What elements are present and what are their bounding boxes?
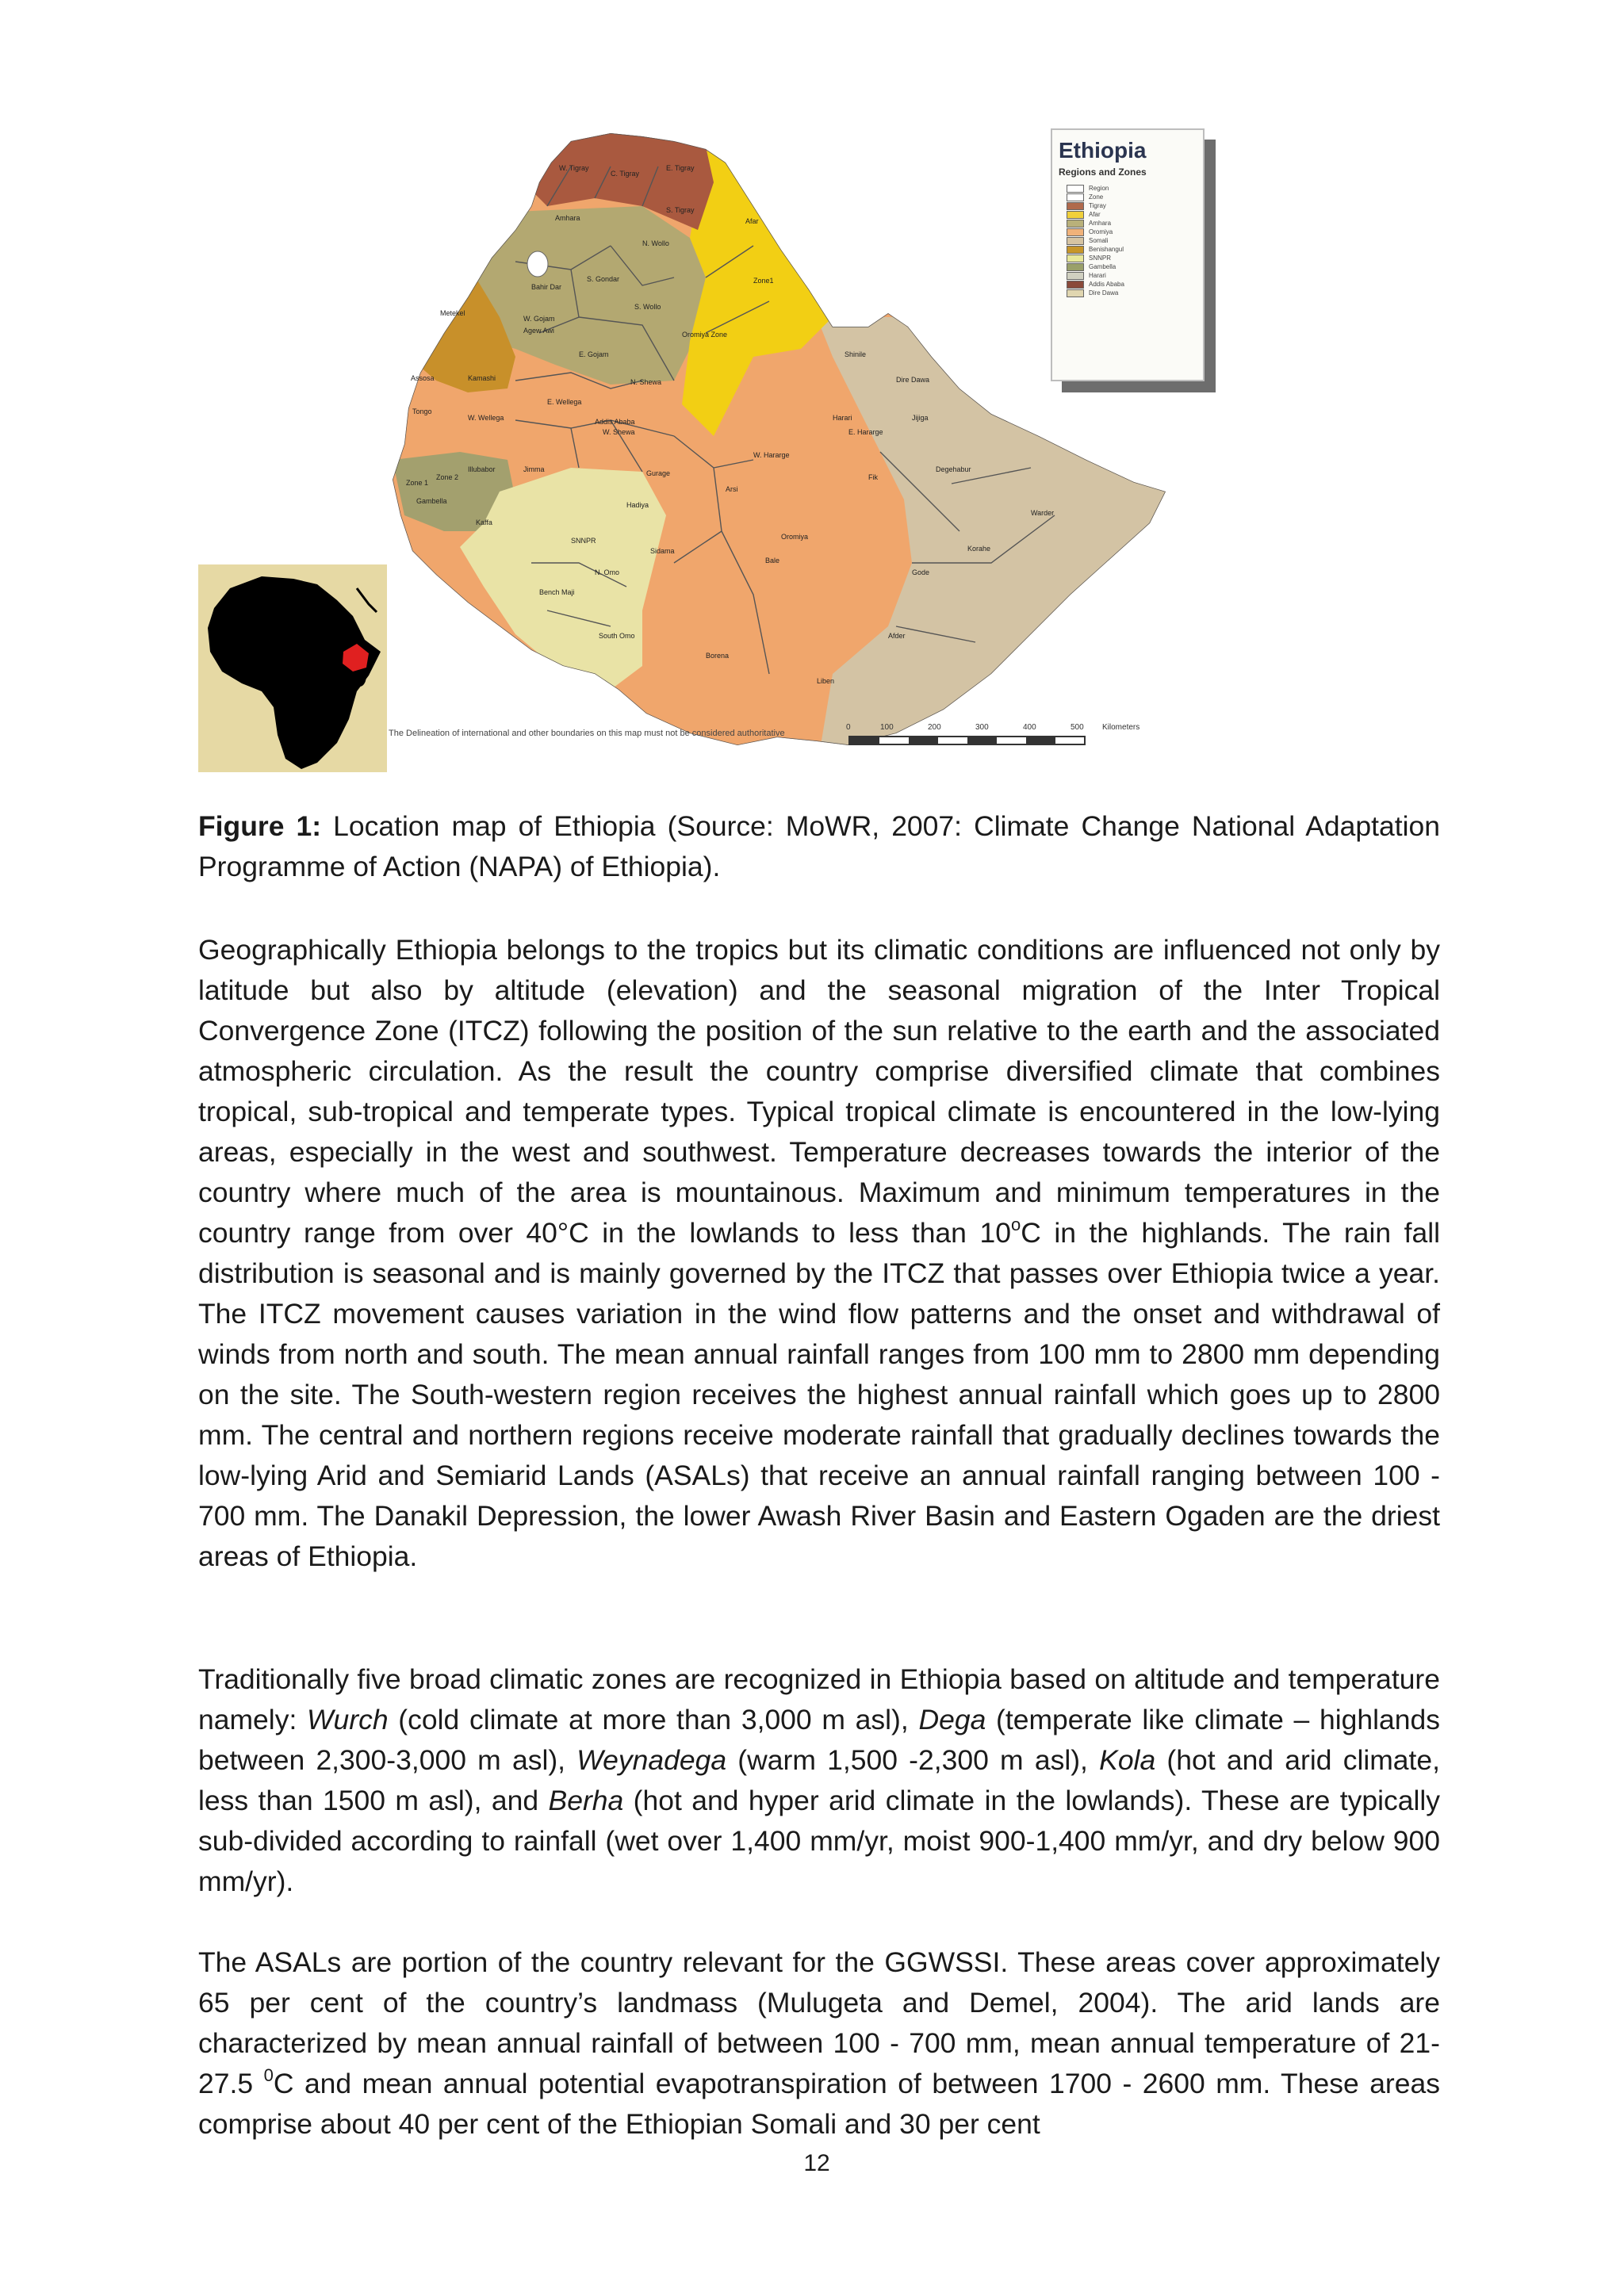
legend-item [1067, 289, 1203, 297]
paragraph-climate [198, 930, 1440, 1577]
legend-label: Region [1089, 185, 1109, 192]
text-run: (hot and hyper arid climate in the lowlands). These are typically sub-divided according to rainfall (wet over 1,400 mm/yr, moist 900-1,400 mm/yr, and dry below 900 mm/yr). [198, 1785, 1441, 1897]
legend-item [1067, 280, 1203, 289]
zone-label: S. Gondar [587, 275, 620, 283]
zone-label: Korahe [967, 545, 991, 553]
text-run: (temperate like climate – highlands between 2,300-3,000 m asl), [198, 1704, 1440, 1776]
scale-tick: 300 [975, 723, 989, 732]
legend-item [1067, 228, 1203, 236]
zone-label: Jimma [523, 465, 545, 473]
zone-label: W. Tigray [559, 164, 589, 172]
legend-swatch [1067, 246, 1084, 254]
zone-label: E. Tigray [666, 164, 695, 172]
zone-label: Addis Ababa [595, 418, 635, 426]
scale-tick: 400 [1023, 723, 1036, 732]
zone-label: Tongo [412, 408, 432, 415]
zone-label: Zone 1 [406, 479, 429, 487]
scale-ticks [841, 723, 1197, 734]
africa-inset-map [198, 564, 387, 772]
zone-label: Afar [745, 217, 759, 225]
zone-label: Sidama [650, 547, 675, 555]
legend-item [1067, 262, 1203, 271]
legend-item [1067, 219, 1203, 228]
zone-label: Illubabor [468, 465, 496, 473]
zone-label: Afder [888, 632, 906, 640]
zone-label: Gambella [416, 497, 447, 505]
zone-label: Degehabur [936, 465, 971, 473]
scale-tick: 0 [846, 723, 851, 732]
legend-swatch [1067, 263, 1084, 271]
legend-items [1052, 184, 1203, 297]
map-disclaimer: The Delineation of international and other boundaries on this map must not be considered authoritative [389, 729, 785, 738]
legend-label: Harari [1089, 272, 1106, 279]
legend-item [1067, 245, 1203, 254]
legend-swatch [1067, 202, 1084, 210]
zone-label: Fik [868, 473, 878, 481]
text-run: (warm 1,500 -2,300 m asl), [726, 1744, 1100, 1776]
text-run: Traditionally five broad climatic zones are recognized in Ethiopia based on altitude and temperature namely: [198, 1663, 1440, 1735]
zone-label: S. Wollo [634, 303, 661, 311]
zone-label: Oromiya Zone [682, 331, 728, 339]
zone-label: N. Omo [595, 568, 620, 576]
legend-swatch [1067, 193, 1084, 201]
legend-swatch [1067, 254, 1084, 262]
legend-item [1067, 184, 1203, 193]
page-number: 12 [803, 2150, 830, 2176]
zone-label: Bahir Dar [531, 283, 562, 291]
figure-location-map [198, 119, 1229, 777]
africa-silhouette [198, 564, 387, 772]
legend-subtitle: Regions and Zones [1059, 166, 1147, 178]
legend-swatch [1067, 228, 1084, 236]
zone-label: E. Wellega [547, 398, 582, 406]
legend-label: Tigray [1089, 202, 1106, 209]
scale-line [848, 736, 1086, 745]
zone-label: Kamashi [468, 374, 496, 382]
legend-item [1067, 193, 1203, 201]
term-berha: Berha [548, 1785, 624, 1816]
zone-label: Arsi [726, 485, 738, 493]
zone-label: Hadiya [626, 501, 649, 509]
text-run: The ASALs are portion of the country relevant for the GGWSSI. These areas cover approximately 65 per cent of the country’s landmass (Mulugeta and Demel, 2004). The arid lands are characterized by mean annual rainfall of between 100 - 700 mm, mean annual temperature of 21-27.5 [198, 1946, 1440, 2099]
scale-tick: 200 [928, 723, 941, 732]
zone-label: Harari [833, 414, 852, 422]
zone-label: N. Wollo [642, 239, 669, 247]
zone-label: Shinile [845, 350, 867, 358]
legend-swatch [1067, 211, 1084, 219]
legend-label: Dire Dawa [1089, 289, 1119, 297]
superscript: 0 [263, 2065, 274, 2086]
legend-item [1067, 236, 1203, 245]
caption-text: Location map of Ethiopia (Source: MoWR, 2007: Climate Change National Adaptation Programme of Action (NAPA) of Ethiopia). [198, 810, 1440, 882]
legend-title: Ethiopia [1059, 138, 1147, 163]
scale-unit: Kilometers [1102, 723, 1140, 732]
legend-label: Oromiya [1089, 228, 1113, 235]
legend-item [1067, 254, 1203, 262]
zone-label: W. Hararge [753, 451, 790, 459]
legend-item [1067, 201, 1203, 210]
zone-label: Bale [765, 557, 780, 564]
text-run: (cold climate at more than 3,000 m asl), [388, 1704, 919, 1735]
zone-label: E. Gojam [579, 350, 609, 358]
zone-label: Dire Dawa [896, 376, 930, 384]
zone-label: Zone 2 [436, 473, 459, 481]
legend-swatch [1067, 289, 1084, 297]
zone-label: Assosa [411, 374, 435, 382]
legend-label: Addis Ababa [1089, 281, 1124, 288]
legend-item [1067, 271, 1203, 280]
zone-label: W. Gojam [523, 315, 555, 323]
zone-label: Zone1 [753, 277, 774, 285]
zone-label: E. Hararge [848, 428, 883, 436]
paragraph-asals [198, 1942, 1440, 2145]
scale-tick: 500 [1071, 723, 1084, 732]
zone-label: Kaffa [476, 519, 492, 526]
zone-label: N. Shewa [630, 378, 662, 386]
zone-label: C. Tigray [611, 170, 640, 178]
text-run: C in the highlands. The rain fall distribution is seasonal and is mainly governed by the ITCZ that passes over Ethiopia twice a year. The ITCZ movement causes variation in the wind flow patterns and the onset and withdrawal of winds from north and south. The mean annual rainfall ranges from 100 mm to 2800 mm depending on the site. The South-western region receives the highest annual rainfall which goes up to 2800 mm. The central and northern regions receive moderate rainfall that gradually declines towards the low-lying Arid and Semiarid Lands (ASALs) that receive an annual rainfall ranging between 100 - 700 mm. The Danakil Depression, the lower Awash River Basin and Eastern Ogaden are the driest areas of Ethiopia. [198, 1217, 1441, 1572]
figure-caption [198, 806, 1440, 887]
legend-label: Benishangul [1089, 246, 1124, 253]
legend-item [1067, 210, 1203, 219]
zone-label: Borena [706, 652, 730, 660]
zone-label: Agew Awi [523, 327, 554, 335]
text-run: C and mean annual potential evapotranspiration of between 1700 - 2600 mm. These areas comprise about 40 per cent of the Ethiopian Somali and 30 per cent [198, 2068, 1440, 2140]
legend-label: Somali [1089, 237, 1109, 244]
zone-label: Metekel [440, 309, 465, 317]
zone-label: Gurage [646, 469, 671, 477]
legend-label: Zone [1089, 193, 1104, 201]
legend-label: Gambella [1089, 263, 1116, 270]
zone-label: Oromiya [781, 533, 809, 541]
paragraph-climatic-zones [198, 1659, 1440, 1902]
legend-label: Afar [1089, 211, 1101, 218]
legend-swatch [1067, 272, 1084, 280]
term-weynadega: Weynadega [576, 1744, 727, 1776]
superscript: o [1010, 1215, 1021, 1235]
legend-swatch [1067, 220, 1084, 228]
map-scale-bar [841, 723, 1197, 755]
zone-label: S. Tigray [666, 206, 695, 214]
text-run: (hot and arid climate, less than 1500 m asl), and [198, 1744, 1440, 1816]
zone-label: W. Wellega [468, 414, 504, 422]
legend-swatch [1067, 281, 1084, 289]
zone-label: SNNPR [571, 537, 596, 545]
term-dega: Dega [918, 1704, 986, 1735]
zone-label: Liben [817, 677, 835, 685]
term-kola: Kola [1099, 1744, 1156, 1776]
map-legend [1051, 128, 1205, 381]
zone-label: Amhara [555, 214, 580, 222]
legend-swatch [1067, 185, 1084, 193]
legend-swatch [1067, 237, 1084, 245]
zone-label: Warder [1031, 509, 1055, 517]
legend-label: Amhara [1089, 220, 1112, 227]
legend-label: SNNPR [1089, 254, 1112, 262]
term-wurch: Wurch [307, 1704, 389, 1735]
scale-tick: 100 [880, 723, 894, 732]
zone-label: W. Shewa [603, 428, 635, 436]
zone-label: Bench Maji [539, 588, 575, 596]
figure-label: Figure 1: [198, 810, 322, 842]
lake-tana [527, 251, 548, 277]
zone-label: Gode [912, 568, 930, 576]
zone-label: South Omo [599, 632, 635, 640]
text-run: Geographically Ethiopia belongs to the tropics but its climatic conditions are influenced not only by latitude but also by altitude (elevation) and the seasonal migration of the Inter Tropical Convergence Zone (ITCZ) following the position of the sun relative to the earth and the associated atmospheric circulation. As the result the country comprise diversified climate that combines tropical, sub-tropical and temperate types. Typical tropical climate is encountered in the low-lying areas, especially in the west and southwest. Temperature decreases towards the interior of the country where much of the area is mountainous. Maximum and minimum temperatures in the country range from over 40°C in the lowlands to less than 10 [198, 934, 1440, 1249]
zone-label: Jijiga [912, 414, 929, 422]
